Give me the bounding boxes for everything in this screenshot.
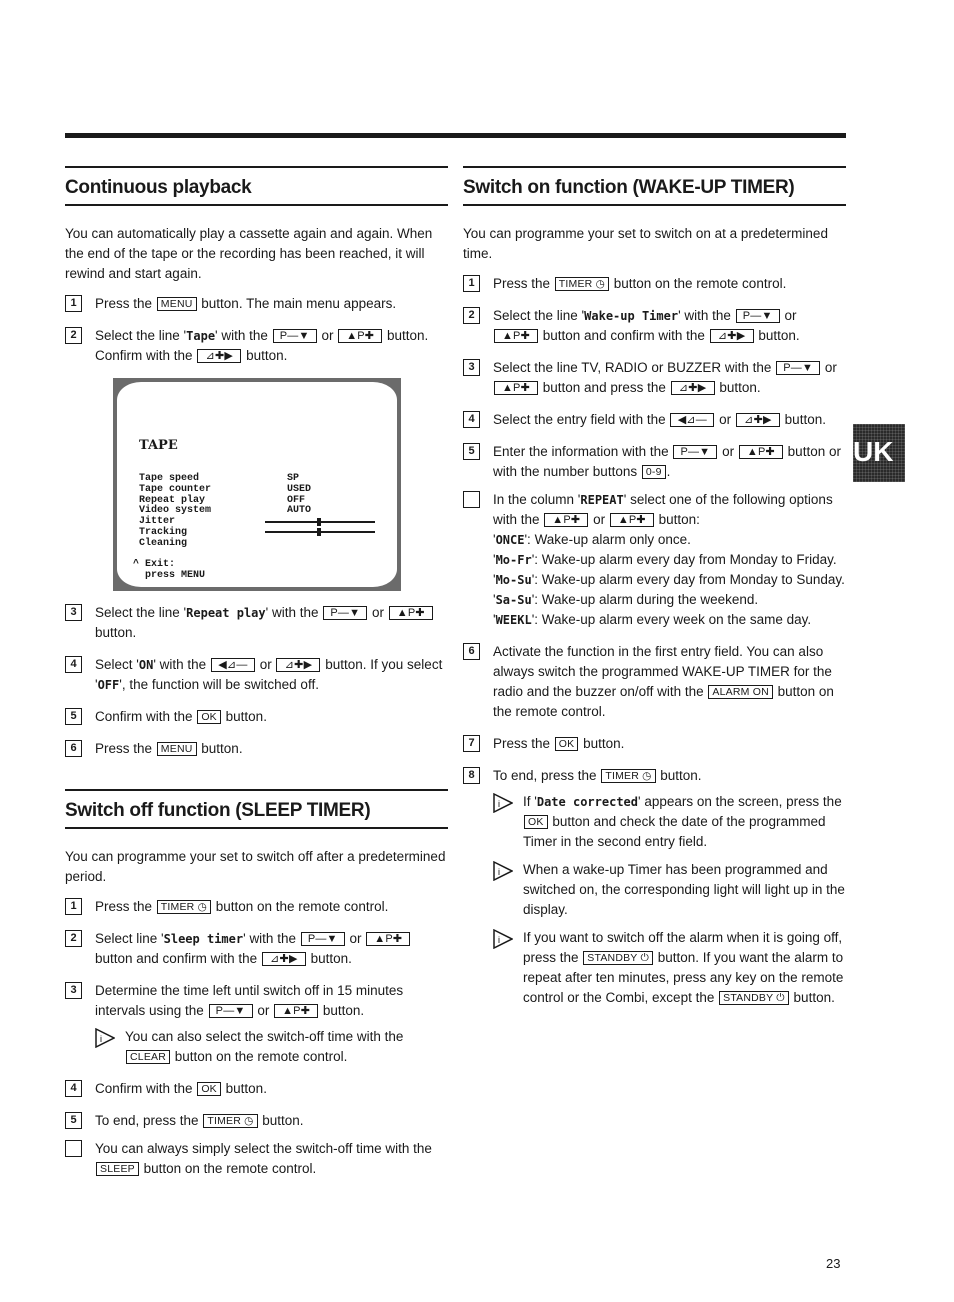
svg-text:i: i <box>498 867 500 877</box>
repeat-option: 'WEEKL': Wake-up alarm every week on the same day. <box>493 612 812 627</box>
step-text: button. <box>310 951 352 966</box>
step <box>65 981 448 1021</box>
repeat-option: 'Sa-Su': Wake-up alarm during the weekend. <box>493 592 759 607</box>
step-text: button. <box>201 741 243 756</box>
p-plus-key: ▲P✚ <box>494 329 538 343</box>
volume-plus-key: ⊿✚▶ <box>197 349 241 363</box>
info-note <box>493 792 846 852</box>
note-text: If ' <box>523 794 537 809</box>
step-text: Enter the information with the <box>493 444 669 459</box>
menu-line-code: Date corrected <box>536 795 638 809</box>
step-number: 4 <box>65 1080 82 1097</box>
step-text: Select the line ' <box>95 605 187 620</box>
step-text: button. The main menu appears. <box>201 296 397 311</box>
step-text: or <box>593 512 606 527</box>
p-minus-key: P—▼ <box>776 361 820 375</box>
step-text: Determine the time left until switch off in 15 minutes intervals using the <box>95 983 404 1018</box>
steps-list <box>65 897 448 1179</box>
step-text: button. <box>246 348 288 363</box>
sleep-key: SLEEP <box>96 1162 139 1176</box>
option-code: ONCE <box>495 533 525 547</box>
step-text: . <box>666 464 671 479</box>
tv-menu-value: AUTO <box>287 505 312 516</box>
note-text: ' appears on the screen, press the <box>638 794 842 809</box>
menu-line-code: Tape <box>186 329 216 343</box>
section-header <box>65 166 448 206</box>
ok-key: OK <box>197 1082 221 1096</box>
step-number: 2 <box>463 307 480 324</box>
right-column <box>463 166 846 1016</box>
step-text: button. <box>719 380 761 395</box>
option-code: WEEKL <box>495 613 532 627</box>
note-text: button. <box>793 990 835 1005</box>
step-text: ' with the <box>678 308 731 323</box>
tv-menu-value: SP <box>287 473 300 484</box>
menu-key: MENU <box>157 297 197 311</box>
step <box>463 306 846 346</box>
option-text: ': Wake-up alarm every week on the same day. <box>531 612 812 627</box>
step-text: ' with the <box>153 657 207 672</box>
step-text: ' with the <box>215 328 268 343</box>
step <box>65 1079 448 1099</box>
volume-minus-key: ◀⊿— <box>670 413 714 427</box>
menu-line-code: Wake-up Timer <box>584 309 679 323</box>
step-text: button on the remote control. <box>215 899 389 914</box>
step-text: button and confirm with the <box>542 328 705 343</box>
p-minus-key: P—▼ <box>736 309 780 323</box>
section-title: Switch on function (WAKE-UP TIMER) <box>463 177 795 198</box>
tv-menu-row: Cleaning <box>139 538 188 549</box>
language-tab <box>853 424 905 482</box>
step <box>65 603 448 643</box>
jitter-slider <box>265 521 375 523</box>
info-icon <box>493 793 513 813</box>
top-rule <box>65 133 846 138</box>
p-minus-key: P—▼ <box>673 445 717 459</box>
p-minus-key: P—▼ <box>273 329 317 343</box>
section-continuous-playback <box>65 166 448 759</box>
menu-line-code: REPEAT <box>580 493 624 507</box>
option-text: ': Wake-up alarm only once. <box>524 532 691 547</box>
p-plus-key: ▲P✚ <box>544 513 588 527</box>
option-text: ': Wake-up alarm every day from Monday to Friday. <box>531 552 837 567</box>
tv-menu-row: Tape speed <box>139 473 200 484</box>
step-text: Select ' <box>95 657 139 672</box>
step-text: Confirm with the <box>95 709 193 724</box>
tv-menu-row: Tracking <box>139 527 188 538</box>
section-wake-up-timer <box>463 166 846 1008</box>
timer-key: TIMER ◷ <box>601 769 655 783</box>
step-text: or <box>259 657 272 672</box>
p-plus-key: ▲P✚ <box>610 513 654 527</box>
tv-menu-row: Video system <box>139 505 212 516</box>
step <box>65 739 448 759</box>
note-text: When a wake-up Timer has been programmed and switched on, the corresponding light will light up in the display. <box>523 862 845 917</box>
step-text: In the column ' <box>493 492 581 507</box>
step-text: button. <box>784 412 826 427</box>
timer-key: TIMER ◷ <box>157 900 211 914</box>
section-title: Switch off function (SLEEP TIMER) <box>65 800 371 821</box>
step-text: Press the <box>95 741 153 756</box>
standby-key: STANDBY ⏻ <box>719 991 789 1005</box>
step-text: or <box>372 605 385 620</box>
step-text: Select the line ' <box>493 308 585 323</box>
step-number: 3 <box>65 982 82 999</box>
section-header <box>65 789 448 829</box>
intro-text: You can programme your set to switch off after a predetermined period. <box>65 849 446 884</box>
step-text: button. <box>660 768 702 783</box>
tv-screen-illustration <box>113 378 401 591</box>
step-text: Select the line ' <box>95 328 187 343</box>
timer-key: TIMER ◷ <box>203 1114 257 1128</box>
step-repeat-options <box>463 490 846 630</box>
option-code: Mo-Fr <box>495 553 532 567</box>
volume-plus-key: ⊿✚▶ <box>262 952 306 966</box>
step-text: or <box>719 412 732 427</box>
step <box>463 358 846 398</box>
step-text: button. <box>322 1003 365 1018</box>
steps-list <box>65 294 448 759</box>
volume-plus-key: ⊿✚▶ <box>671 381 715 395</box>
menu-line-code: ON <box>138 658 154 672</box>
step-text: You can always simply select the switch-off time with the <box>95 1141 432 1156</box>
step-text: button. <box>758 328 800 343</box>
step-number: 8 <box>463 767 480 784</box>
tracking-slider <box>265 531 375 533</box>
step <box>65 897 448 917</box>
timer-key: TIMER ◷ <box>555 277 609 291</box>
p-minus-key: P—▼ <box>323 606 367 620</box>
left-column <box>65 166 448 1191</box>
ok-key: OK <box>555 737 579 751</box>
option-text: ': Wake-up alarm every day from Monday to Sunday. <box>531 572 845 587</box>
step-text: button: <box>658 512 700 527</box>
step <box>65 707 448 727</box>
step <box>65 294 448 314</box>
menu-line-code: OFF <box>97 678 120 692</box>
step-text: Activate the function in the first entry field. You can also always switch the programmed WAKE-UP TIMER for the radio and the buzzer on/off with the <box>493 644 832 699</box>
svg-text:i: i <box>498 799 500 809</box>
page-number: 23 <box>826 1256 841 1271</box>
step-text: button on the remote control. <box>613 276 787 291</box>
p-plus-key: ▲P✚ <box>739 445 783 459</box>
info-icon <box>493 929 513 949</box>
step-text: Select line ' <box>95 931 164 946</box>
info-note <box>493 860 846 920</box>
step-text: button on the remote control. <box>143 1161 317 1176</box>
step-number: 7 <box>463 735 480 752</box>
ok-key: OK <box>524 815 548 829</box>
step-number: 4 <box>463 411 480 428</box>
step-number: 1 <box>65 295 82 312</box>
tv-menu-value: OFF <box>287 495 306 506</box>
step-text: button or with the number buttons <box>493 444 841 479</box>
ok-key: OK <box>197 710 221 724</box>
step-text: ', the function will be switched off. <box>119 677 319 692</box>
note-text: You can also select the switch-off time with the <box>125 1029 404 1044</box>
step-text: button. <box>583 736 625 751</box>
alarm-on-key: ALARM ON <box>708 685 772 699</box>
p-plus-key: ▲P✚ <box>494 381 538 395</box>
step-number: 3 <box>463 359 480 376</box>
checkbox-bullet <box>463 491 480 508</box>
number-keys: 0-9 <box>642 465 666 479</box>
p-plus-key: ▲P✚ <box>274 1004 318 1018</box>
intro-text: You can programme your set to switch on at a predetermined time. <box>463 226 828 261</box>
tv-exit-hint: ^ Exit: <box>133 559 176 570</box>
step-text: To end, press the <box>493 768 597 783</box>
step-number: 1 <box>463 275 480 292</box>
step-text: button. If you select ' <box>95 657 443 692</box>
step-number: 6 <box>65 740 82 757</box>
step-text: button. <box>262 1113 304 1128</box>
step-text: button. <box>225 709 267 724</box>
step <box>65 1111 448 1131</box>
section-title: Continuous playback <box>65 177 252 198</box>
step-text: button. <box>95 625 137 640</box>
option-text: ': Wake-up alarm during the weekend. <box>531 592 759 607</box>
step-number: 5 <box>463 443 480 460</box>
step-text: ' with the <box>265 605 319 620</box>
step-text: ' with the <box>243 931 296 946</box>
tv-screen <box>117 382 397 587</box>
menu-line-code: Sleep timer <box>163 932 244 946</box>
step-text: button. Confirm with the <box>95 328 429 363</box>
step-text: or <box>824 360 837 375</box>
volume-plus-key: ⊿✚▶ <box>710 329 754 343</box>
volume-plus-key: ⊿✚▶ <box>736 413 780 427</box>
tv-menu-row: Repeat play <box>139 495 206 506</box>
step-number: 1 <box>65 898 82 915</box>
svg-text:i: i <box>100 1034 102 1044</box>
step-text: Press the <box>493 736 551 751</box>
language-tab-label: UK <box>853 436 894 467</box>
info-note <box>493 928 846 1008</box>
info-icon <box>95 1028 115 1048</box>
steps-list <box>463 274 846 1008</box>
step <box>463 766 846 786</box>
note-text: button. If you want the alarm to repeat after ten minutes, press any key on the remote control or the Combi, except the <box>523 950 844 1005</box>
step-text: button and press the <box>542 380 666 395</box>
tv-menu-title: TAPE <box>139 438 178 453</box>
tv-menu-value: USED <box>287 484 312 495</box>
step-number: 5 <box>65 1112 82 1129</box>
step-text: button on the remote control. <box>493 684 834 719</box>
option-code: Mo-Su <box>495 573 532 587</box>
step <box>65 1139 448 1179</box>
step <box>65 326 448 366</box>
step-text: or <box>349 931 362 946</box>
tv-menu-row: Tape counter <box>139 484 212 495</box>
step <box>463 642 846 722</box>
step-text: Press the <box>95 296 153 311</box>
option-code: Sa-Su <box>495 593 532 607</box>
step-number: 5 <box>65 708 82 725</box>
repeat-option: 'Mo-Fr': Wake-up alarm every day from Monday to Friday. <box>493 552 837 567</box>
section-header <box>463 166 846 206</box>
step-number: 3 <box>65 604 82 621</box>
intro-text: You can automatically play a cassette again and again. When the end of the tape or the recording has been reached, it will rewind and start again. <box>65 226 433 281</box>
repeat-option: 'Mo-Su': Wake-up alarm every day from Monday to Sunday. <box>493 572 845 587</box>
step-text: To end, press the <box>95 1113 199 1128</box>
p-plus-key: ▲P✚ <box>389 606 433 620</box>
p-minus-key: P—▼ <box>301 932 345 946</box>
step-text: or <box>784 308 797 323</box>
tv-exit-hint: press MENU <box>145 570 206 581</box>
menu-line-code: Repeat play <box>186 606 266 620</box>
volume-minus-key: ◀⊿— <box>211 658 255 672</box>
step-number: 2 <box>65 327 82 344</box>
menu-key: MENU <box>157 742 197 756</box>
p-plus-key: ▲P✚ <box>338 329 382 343</box>
svg-text:i: i <box>498 935 500 945</box>
step-text: or <box>722 444 735 459</box>
note-text: button on the remote control. <box>174 1049 348 1064</box>
section-sleep-timer <box>65 789 448 1179</box>
step-text: Select the entry field with the <box>493 412 666 427</box>
step-number: 4 <box>65 656 82 673</box>
step-text: or <box>321 328 334 343</box>
p-minus-key: P—▼ <box>209 1004 253 1018</box>
tv-menu-row: Jitter <box>139 516 176 527</box>
step-number: 6 <box>463 643 480 660</box>
note-text: If you want to switch off the alarm when it is going off, press the <box>523 930 843 965</box>
slider-knob <box>317 528 321 536</box>
step-text: Press the <box>493 276 551 291</box>
standby-key: STANDBY ⏻ <box>583 951 653 965</box>
step <box>463 734 846 754</box>
clear-key: CLEAR <box>126 1050 170 1064</box>
volume-plus-key: ⊿✚▶ <box>276 658 320 672</box>
step-text: Select the line TV, RADIO or BUZZER with the <box>493 360 772 375</box>
step <box>65 929 448 969</box>
info-icon <box>493 861 513 881</box>
slider-knob <box>317 518 321 526</box>
step-text: button. <box>225 1081 267 1096</box>
repeat-option: 'ONCE': Wake-up alarm only once. <box>493 532 691 547</box>
step <box>463 442 846 482</box>
step <box>65 655 448 695</box>
info-note <box>95 1027 448 1067</box>
step-text: or <box>257 1003 270 1018</box>
checkbox-bullet <box>65 1140 82 1157</box>
note-text: button and check the date of the programmed Timer in the second entry field. <box>523 814 826 849</box>
step-text: ' select one of the following options with the <box>493 492 833 527</box>
step <box>463 274 846 294</box>
step-text: Confirm with the <box>95 1081 193 1096</box>
step-text: Press the <box>95 899 153 914</box>
step-text: button and confirm with the <box>95 951 258 966</box>
step-number: 2 <box>65 930 82 947</box>
step <box>463 410 846 430</box>
p-plus-key: ▲P✚ <box>366 932 410 946</box>
